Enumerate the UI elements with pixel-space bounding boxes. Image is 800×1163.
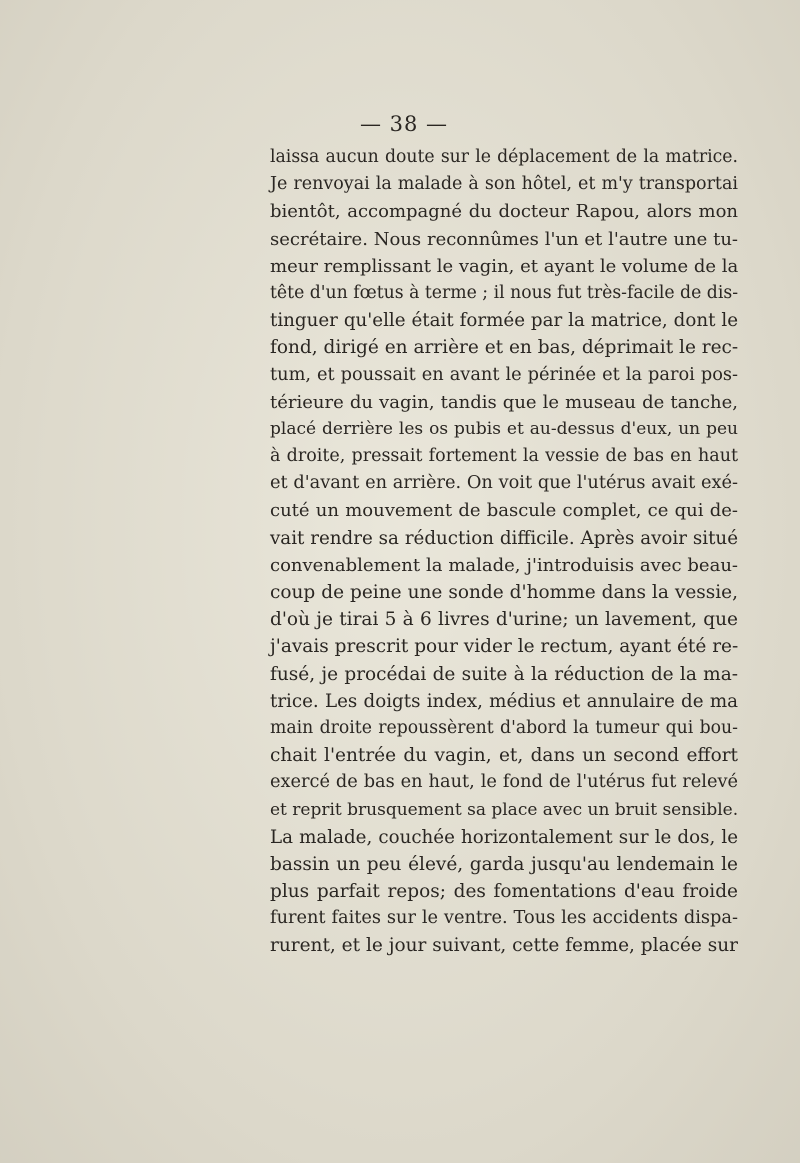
text-line: bientôt, accompagné du docteur Rapou, alors mon: [270, 201, 738, 223]
text-line: tête d'un fœtus à terme ; il nous fut très-facile de dis-: [270, 282, 739, 303]
text-line: j'avais prescrit pour vider le rectum, ayant été re-: [270, 636, 739, 658]
text-line: fusé, je procédai de suite à la réduction de la ma-: [270, 663, 738, 685]
text-line: Je renvoyai la malade à son hôtel, et m'y transportai: [270, 174, 738, 195]
text-line: convenablement la malade, j'introduisis avec beau-: [270, 554, 738, 576]
text-line: et reprit brusquement sa place avec un bruit sensible.: [270, 799, 739, 820]
text-line: furent faites sur le ventre. Tous les accidents dispa-: [270, 908, 738, 929]
body-text: [270, 144, 738, 960]
text-line: exercé de bas en haut, le fond de l'utérus fut relevé: [270, 772, 738, 793]
text-line: et d'avant en arrière. On voit que l'utérus avait exé-: [270, 473, 738, 494]
text-line: fond, dirigé en arrière et en bas, déprimait le rec-: [270, 337, 739, 359]
text-line: coup de peine une sonde d'homme dans la vessie,: [270, 582, 738, 603]
text-line: laissa aucun doute sur le déplacement de la matrice.: [270, 147, 738, 167]
text-line: à droite, pressait fortement la vessie de bas en haut: [270, 446, 738, 467]
text-line: La malade, couchée horizontalement sur le dos, le: [270, 826, 738, 848]
text-line: d'où je tirai 5 à 6 livres d'urine; un lavement, que: [270, 609, 738, 631]
text-line: placé derrière les os pubis et au-dessus d'eux, un peu: [270, 418, 738, 439]
text-line: térieure du vagin, tandis que le museau de tanche,: [270, 391, 738, 413]
text-line: chait l'entrée du vagin, et, dans un second effort: [270, 745, 738, 767]
text-line: meur remplissant le vagin, et ayant le volume de la: [270, 255, 739, 277]
text-line: tinguer qu'elle était formée par la matrice, dont le: [270, 310, 738, 332]
text-line: vait rendre sa réduction difficile. Après avoir situé: [270, 527, 738, 549]
text-line: trice. Les doigts index, médius et annulaire de ma: [270, 690, 738, 712]
text-line: tum, et poussait en avant le périnée et la paroi pos-: [270, 364, 738, 385]
text-line: secrétaire. Nous reconnûmes l'un et l'autre une tu-: [270, 228, 738, 250]
text-line: bassin un peu élevé, garda jusqu'au lendemain le: [270, 853, 738, 875]
text-line: main droite repoussèrent d'abord la tumeur qui bou-: [270, 717, 738, 738]
text-line: rurent, et le jour suivant, cette femme, placée sur: [270, 935, 738, 957]
page-number: — 38 —: [359, 112, 449, 136]
text-line: cuté un mouvement de bascule complet, ce qui de-: [270, 500, 738, 522]
text-line: plus parfait repos; des fomentations d'eau froide: [270, 881, 738, 903]
